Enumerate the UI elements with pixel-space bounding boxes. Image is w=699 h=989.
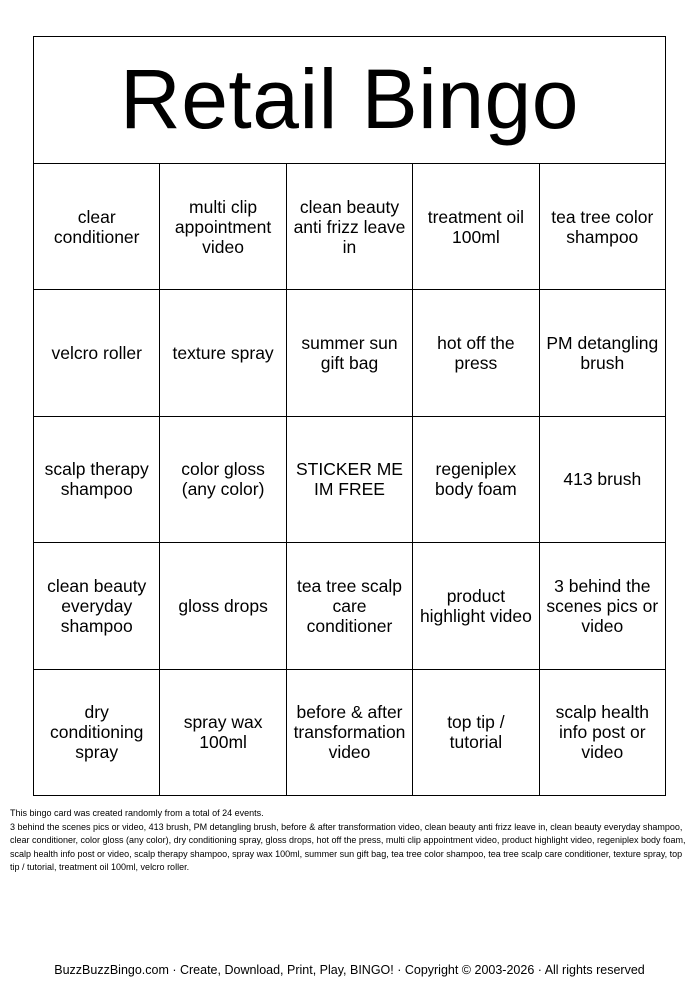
bingo-card xyxy=(33,36,666,796)
event-list-note xyxy=(10,807,690,875)
bingo-cell: summer sun gift bag xyxy=(287,290,413,416)
bingo-cell: tea tree color shampoo xyxy=(540,164,666,290)
bingo-cell: spray wax 100ml xyxy=(160,670,286,796)
bingo-cell: multi clip appointment video xyxy=(160,164,286,290)
bingo-cell: tea tree scalp care conditioner xyxy=(287,543,413,669)
bingo-cell: gloss drops xyxy=(160,543,286,669)
bingo-cell: PM detangling brush xyxy=(540,290,666,416)
bingo-cell: treatment oil 100ml xyxy=(413,164,539,290)
bingo-grid xyxy=(34,164,666,796)
bingo-cell: dry conditioning spray xyxy=(34,670,160,796)
bingo-cell: clear conditioner xyxy=(34,164,160,290)
bingo-cell: scalp therapy shampoo xyxy=(34,417,160,543)
bingo-cell: clean beauty anti frizz leave in xyxy=(287,164,413,290)
site-footer: BuzzBuzzBingo.com · Create, Download, Print, Play, BINGO! · Copyright © 2003-2026 · All rights reserved xyxy=(54,963,645,977)
bingo-cell: 3 behind the scenes pics or video xyxy=(540,543,666,669)
note-intro: This bingo card was created randomly from a total of 24 events. xyxy=(10,808,264,818)
bingo-cell: regeniplex body foam xyxy=(413,417,539,543)
bingo-cell: texture spray xyxy=(160,290,286,416)
bingo-cell: before & after transformation video xyxy=(287,670,413,796)
bingo-cell: 413 brush xyxy=(540,417,666,543)
bingo-cell: clean beauty everyday shampoo xyxy=(34,543,160,669)
bingo-cell: velcro roller xyxy=(34,290,160,416)
card-title: Retail Bingo xyxy=(120,52,579,146)
bingo-cell: top tip / tutorial xyxy=(413,670,539,796)
bingo-cell: color gloss (any color) xyxy=(160,417,286,543)
free-space-cell: STICKER ME IM FREE xyxy=(287,417,413,543)
title-cell xyxy=(34,37,666,164)
bingo-cell: scalp health info post or video xyxy=(540,670,666,796)
bingo-cell: hot off the press xyxy=(413,290,539,416)
note-events: 3 behind the scenes pics or video, 413 brush, PM detangling brush, before & after transformation video, clean beauty anti frizz leave in, clean beauty everyday shampoo, clear conditioner, color gloss (any color), dry conditioning spray, gloss drops, hot off the press, multi clip appointment video, product highlight video, regeniplex body foam, scalp health info post or video, scalp therapy shampoo, spray wax 100ml, summer sun gift bag, tea tree color shampoo, tea tree scalp care conditioner, texture spray, top tip / tutorial, treatment oil 100ml, velcro roller. xyxy=(10,821,686,872)
bingo-cell: product highlight video xyxy=(413,543,539,669)
